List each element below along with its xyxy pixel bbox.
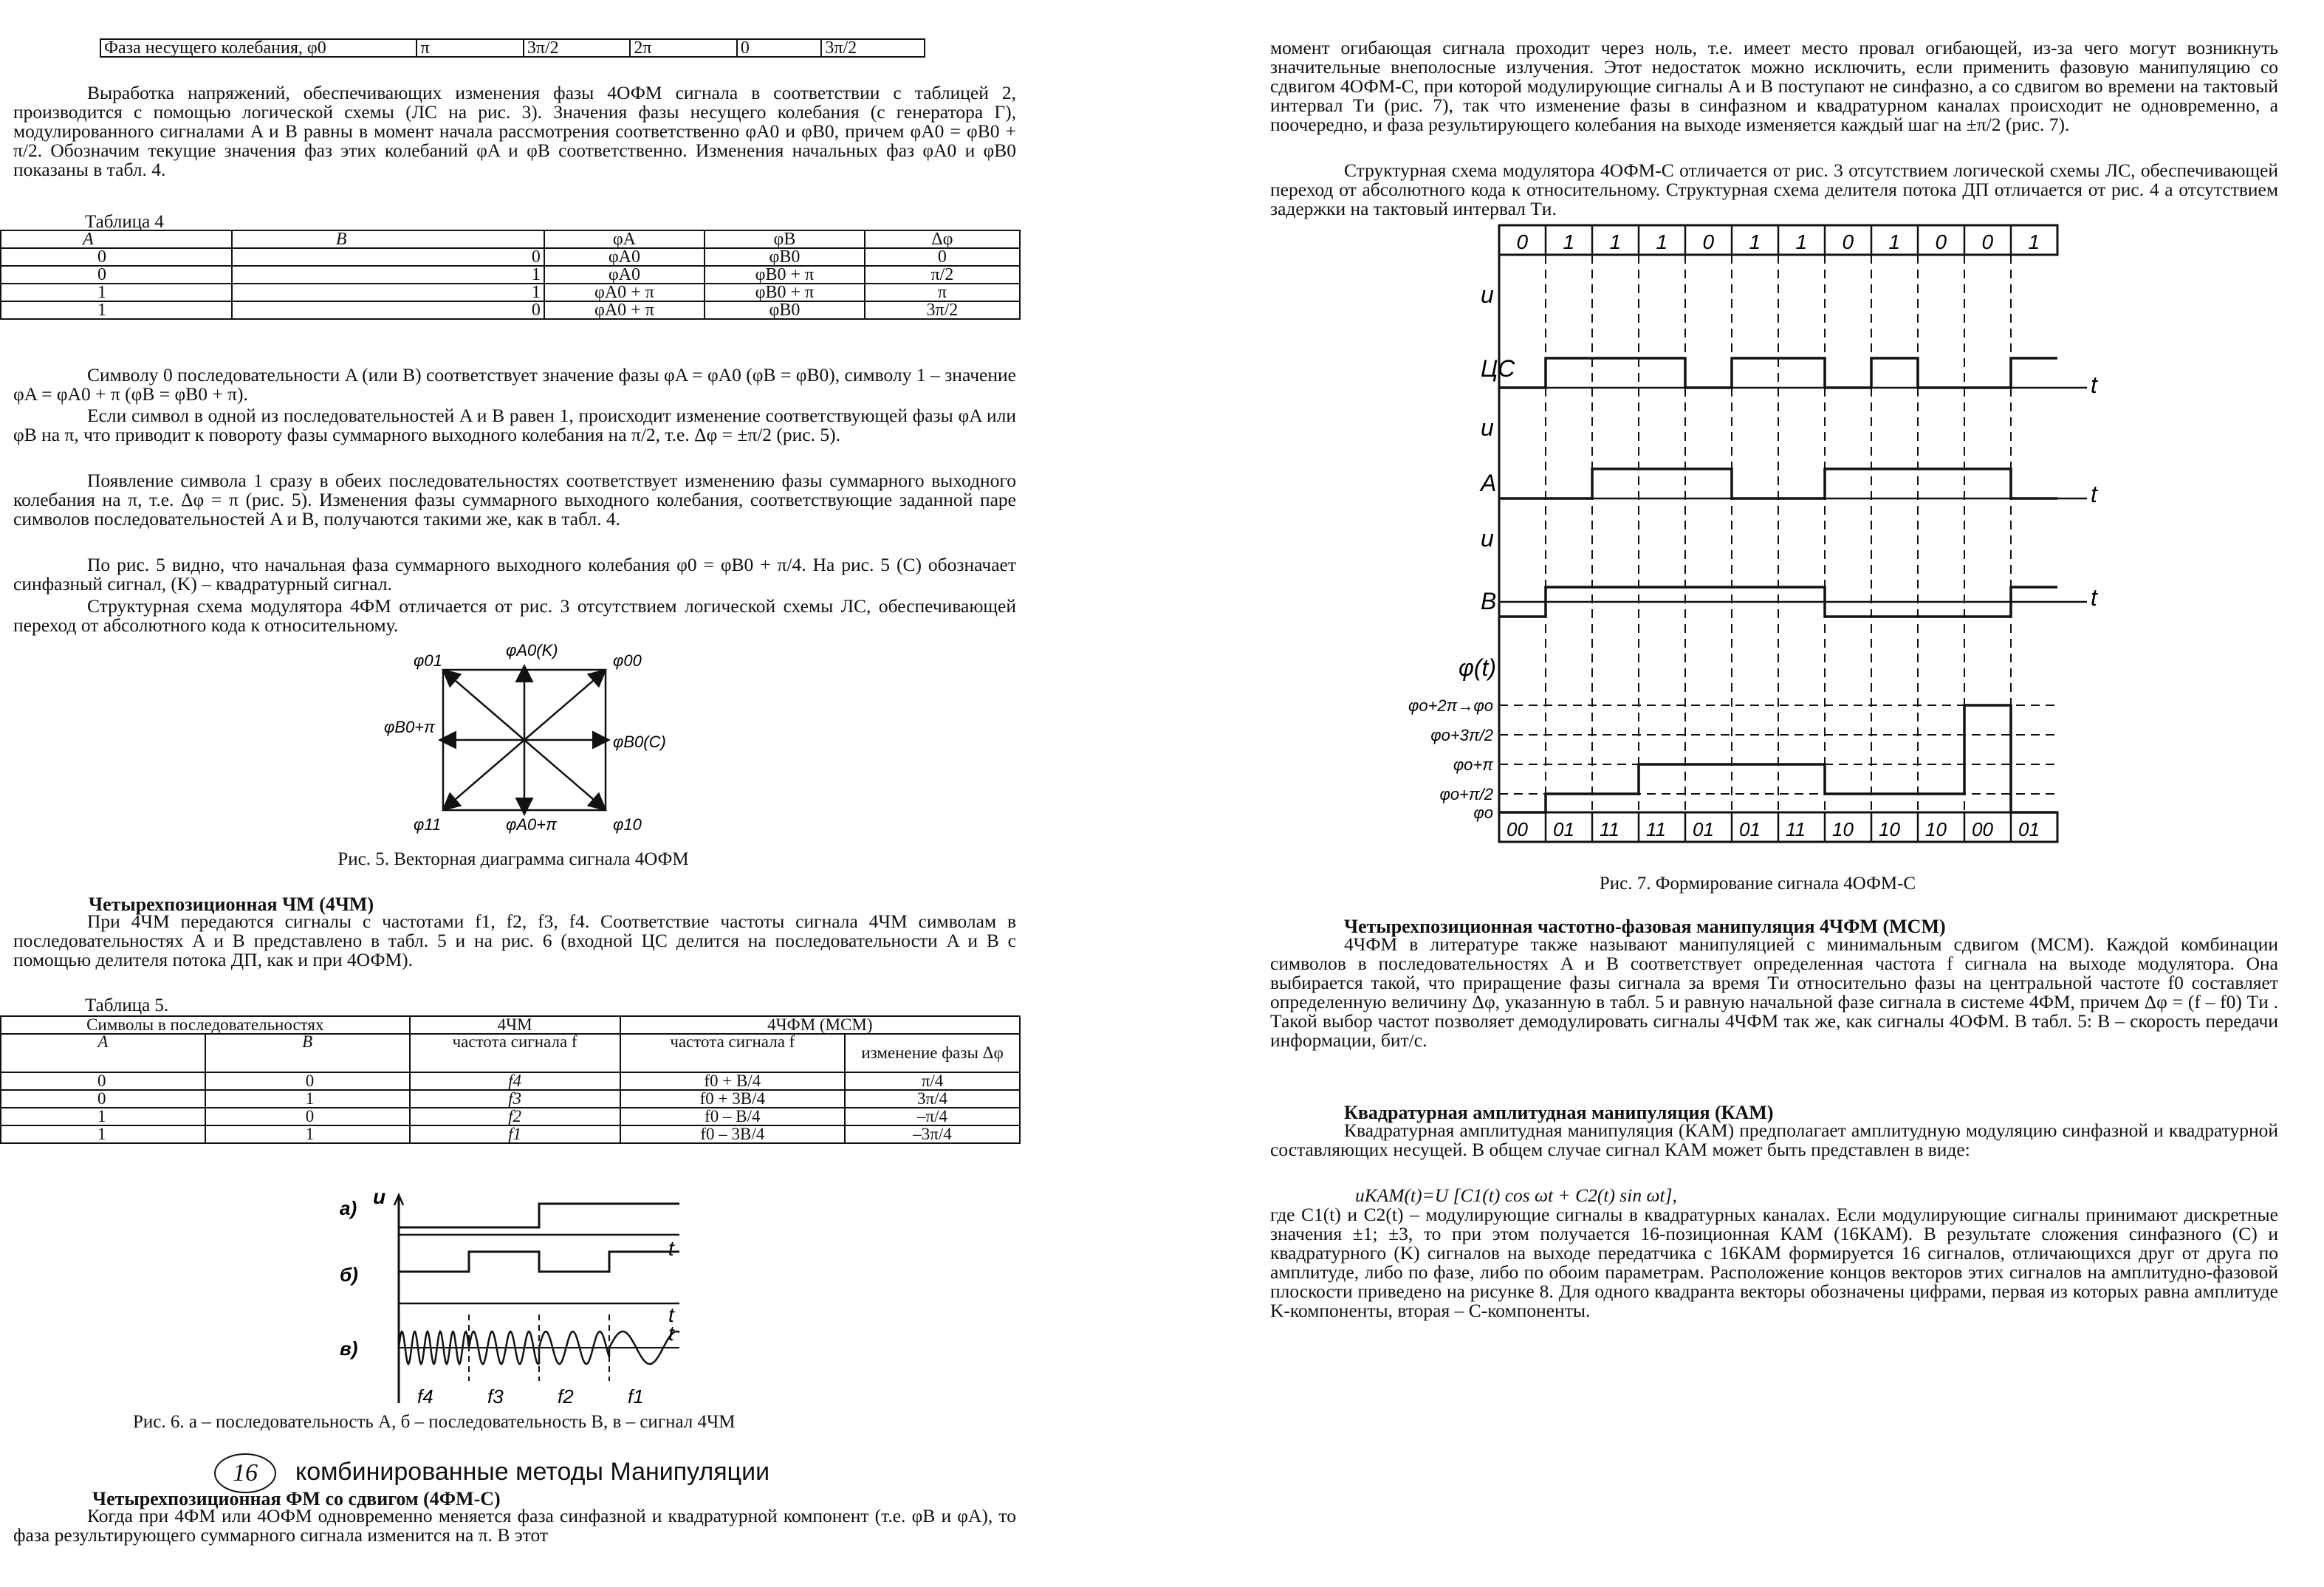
- table4-header-row: [1, 230, 1020, 248]
- table5: [0, 1015, 1021, 1144]
- table5-header: частота сигнала f: [410, 1034, 620, 1072]
- table-cell: f4: [410, 1072, 620, 1090]
- left-paragraph-4: Появление символа 1 сразу в обеих последовательностях соответствует изменению фазы суммарного выходного колебания на π, т.е. Δφ = π (рис. 5). Изменения фазы суммарного выходного колебания, соответствующие заданной паре символов последовательностей A и B, получаются такими же, как в табл. 4.: [13, 470, 1016, 529]
- fig6-label: f1: [628, 1385, 644, 1408]
- phase-row-table: [100, 38, 925, 58]
- table-cell: 0: [205, 1108, 410, 1125]
- pair-label: 11: [1600, 818, 1619, 840]
- phase-cell: 2π: [630, 39, 736, 57]
- left-paragraph-3: Если символ в одной из последовательностей A и B равен 1, происходит изменение соответствующей фазы φA или φB на π, что приводит к повороту фазы суммарного выходного колебания на π/2, т.е. Δφ = ±π/2 (рис. 5).: [13, 405, 1016, 445]
- table-cell: f0 + B/4: [620, 1072, 846, 1090]
- table-row: [1, 1125, 1020, 1143]
- table-cell: 1: [1, 1108, 205, 1125]
- y-label: ЦС: [1481, 355, 1515, 382]
- table-cell: π/2: [865, 266, 1020, 284]
- fig6-label: t: [668, 1303, 674, 1326]
- table5-title: Таблица 5.: [85, 995, 169, 1015]
- fig7-timing-diagram: [1407, 222, 2116, 857]
- table-cell: –π/4: [845, 1108, 1020, 1125]
- right-paragraph-4: Квадратурная амплитудная манипуляция (КАМ) предполагает амплитудную модуляцию синфазной и квадратурной составляющих несущей. В общем случае сигнал КАМ может быть представлен в виде:: [1270, 1120, 2278, 1160]
- fig7-caption: Рис. 7. Формирование сигнала 4ОФМ-С: [1599, 874, 1916, 894]
- table5-header: 4ЧФМ (МСМ): [620, 1016, 1020, 1034]
- chfm-section-title: Четырехпозиционная частотно-фазовая манипуляция 4ЧФМ (МСМ): [1344, 916, 1946, 937]
- y-label: u: [1481, 525, 1494, 552]
- right-paragraph-1: момент огибающая сигнала проходит через ноль, т.е. имеет место провал огибающей, из-за чего могут возникнуть значительные внеполосные излучения. Этот недостаток можно исключить, если применить фазовую манипуляцию со сдвигом 4ОФМ-С, при которой модулирующие сигналы A и B поступают не синфазно, а со сдвигом во времени на тактовый интервал Tи (рис. 7), так что изменение фазы в синфазном и квадратурном каналах происходит не одновременно, а поочередно, и фаза результирующего колебания на выходе изменяется каждый шаг на ±π/2 (рис. 7).: [1270, 37, 2278, 135]
- left-paragraph-2: Символу 0 последовательности A (или B) соответствует значение фазы φA = φA0 (φB = φB0), символу 1 – значение φA = φA0 + π (φB = φB0 + π).: [13, 364, 1016, 405]
- bit-label: 0: [1981, 230, 1994, 253]
- left-paragraph-8: Когда при 4ФМ или 4ОФМ одновременно меняется фаза синфазной и квадратурной компонент (т.е. φB и φA), то фаза результирующего суммарного сигнала изменится на π. В этот: [13, 1505, 1016, 1546]
- table-cell: φA0: [544, 248, 705, 266]
- y-label: u: [1481, 281, 1494, 308]
- table-row: [1, 248, 1020, 266]
- table5-header: изменение фазы Δφ: [845, 1034, 1020, 1072]
- table-cell: 0: [1, 1090, 205, 1108]
- table5-header: 4ЧМ: [410, 1016, 620, 1034]
- bit-label: 0: [1842, 230, 1854, 253]
- pair-label: 11: [1786, 818, 1806, 840]
- pair-label: 00: [1972, 818, 1993, 840]
- phase-level-label: φo+2π→φo: [1408, 696, 1493, 715]
- table-cell: π/4: [845, 1072, 1020, 1090]
- fig5-label: φ01: [414, 651, 442, 670]
- bit-label: 1: [1656, 230, 1668, 253]
- phase-level-label: φo+π/2: [1439, 785, 1493, 803]
- fig5-label: φB0+π: [384, 718, 435, 736]
- fig6-label: t: [668, 1237, 674, 1260]
- fig6-label: u: [373, 1189, 386, 1208]
- table-cell: –3π/4: [845, 1125, 1020, 1143]
- y-label: A: [1481, 470, 1497, 496]
- table-cell: f0 – 3B/4: [620, 1125, 846, 1143]
- phase-level-label: φo+π: [1453, 755, 1493, 774]
- fig6-label: f2: [558, 1385, 574, 1408]
- pair-label: 01: [1693, 818, 1714, 840]
- table-row: [1, 1072, 1020, 1090]
- bit-label: 1: [1888, 230, 1901, 253]
- table5-header: Символы в последовательностях: [1, 1016, 410, 1034]
- table4-header: A: [1, 230, 232, 248]
- table-cell: 3π/4: [845, 1090, 1020, 1108]
- table4-header: B: [232, 230, 544, 248]
- bit-label: 1: [1795, 230, 1808, 253]
- bit-label: 1: [1749, 230, 1761, 253]
- table4-header: φA: [544, 230, 705, 248]
- table-cell: 0: [865, 248, 1020, 266]
- bit-label: 1: [1609, 230, 1622, 253]
- table5-header: частота сигнала f: [620, 1034, 846, 1072]
- fig5-label: φB0(C): [613, 733, 666, 751]
- t-label: t: [2091, 371, 2097, 398]
- right-paragraph-5: где C1(t) и C2(t) – модулирующие сигналы в квадратурных каналах. Если модулирующие сигналы принимают дискретные значения ±1; ±3, то при этом получается 16-позиционная КАМ (16КАМ). В результате сложения синфазного (C) и квадратурного (K) сигналов на выходе передатчика с 16КАМ формируется 16 сигналов, отличающихся друг от друга по амплитуде, либо по фазе, либо по обоим параметрам. Расположение концов векторов этих сигналов на амплитудно-фазовой плоскости приведено на рисунке 8. Для одного квадранта векторы обозначены цифрами, первая из которых равна амплитуде K-компоненты, вторая – C-компоненты.: [1270, 1204, 2278, 1321]
- table-cell: f0 – B/4: [620, 1108, 846, 1125]
- y-label: u: [1481, 414, 1494, 441]
- table-cell: 1: [232, 284, 544, 301]
- table-cell: φA0: [544, 266, 705, 284]
- fig6-label: в): [340, 1337, 358, 1360]
- table-cell: 0: [1, 1072, 205, 1090]
- fig5-label: φA0+π: [506, 815, 557, 834]
- bit-label: 0: [1516, 230, 1529, 253]
- pair-label: 01: [1739, 818, 1761, 840]
- table4-header: Δφ: [865, 230, 1020, 248]
- table-cell: π: [865, 284, 1020, 301]
- table-row: [1, 1090, 1020, 1108]
- phase-cell: π: [417, 39, 523, 57]
- bit-label: 1: [2028, 230, 2040, 253]
- chm-section-title: Четырехпозиционная ЧМ (4ЧМ): [89, 894, 374, 915]
- table-cell: 0: [232, 301, 544, 319]
- bit-label: 0: [1702, 230, 1715, 253]
- pair-label: 01: [1553, 818, 1574, 840]
- table-cell: φB0: [705, 301, 865, 319]
- fig6-diagram: [332, 1189, 702, 1411]
- pair-label: 10: [1879, 818, 1900, 840]
- table-cell: φA0 + π: [544, 284, 705, 301]
- fig6-label: f4: [417, 1385, 433, 1408]
- fig6-label: б): [340, 1264, 358, 1286]
- fig6-caption: Рис. 6. а – последовательность A, б – последовательность B, в – сигнал 4ЧМ: [133, 1412, 736, 1432]
- table-row: [1, 266, 1020, 284]
- y-label: φ(t): [1459, 654, 1497, 681]
- table-cell: f1: [410, 1125, 620, 1143]
- table-cell: φB0 + π: [705, 266, 865, 284]
- left-paragraph-5: По рис. 5 видно, что начальная фаза суммарного выходного колебания φ0 = φB0 + π/4. На рис. 5 (C) обозначает синфазный сигнал, (K) – квадратурный сигнал.: [13, 554, 1016, 594]
- fig6-label: f3: [487, 1385, 504, 1408]
- table-cell: 1: [205, 1125, 410, 1143]
- kam-section-title: Квадратурная амплитудная манипуляция (КАМ): [1344, 1102, 1774, 1123]
- fig6-label: а): [340, 1197, 357, 1219]
- ofm-section-title: Четырехпозиционная ФМ со сдвигом (4ФМ-С): [92, 1488, 501, 1509]
- pair-label: 10: [1925, 818, 1947, 840]
- pair-label: 11: [1646, 818, 1666, 840]
- right-paragraph-3: 4ЧФМ в литературе также называют манипуляцией с минимальным сдвигом (МСМ). Каждой комбинации символов в последовательностях A и B соответствует определенная частота f сигнала на выходе модулятора. Она выбирается такой, что приращение фазы сигнала за время Tи относительно фазы на центральной частоте f0 составляет определенную величину Δφ, указанную в табл. 5 и равную начальной фазе сигнала в системе 4ФМ, причем Δφ = (f – f0) Tи . Такой выбор частот позволяет демодулировать сигналы 4ЧФМ так же, как сигналы 4ОФМ. В табл. 5: B – скорость передачи информации, бит/с.: [1270, 933, 2278, 1051]
- kam-formula: uКАМ(t)=U [C1(t) cos ωt + C2(t) sin ωt],: [1355, 1185, 1677, 1206]
- bit-label: 0: [1935, 230, 1947, 253]
- section-title: комбинированные методы Манипуляции: [295, 1458, 770, 1486]
- table-cell: φB0: [705, 248, 865, 266]
- table-cell: 3π/2: [865, 301, 1020, 319]
- table-row: [1, 1108, 1020, 1125]
- fig5-label: φ11: [414, 815, 442, 834]
- phase-cell: 3π/2: [821, 39, 925, 57]
- table-cell: 0: [1, 266, 232, 284]
- section-number-circle: [214, 1453, 276, 1493]
- table4-header: φB: [705, 230, 865, 248]
- phase-cell: 3π/2: [524, 39, 631, 57]
- table-cell: 0: [232, 248, 544, 266]
- pair-label: 10: [1832, 818, 1854, 840]
- table4: [0, 230, 1021, 320]
- table-cell: φB0 + π: [705, 284, 865, 301]
- table-cell: 1: [1, 1125, 205, 1143]
- phase-level-label: φo: [1473, 803, 1493, 822]
- fig5-label: φA0(K): [506, 641, 558, 659]
- table-cell: f3: [410, 1090, 620, 1108]
- table-cell: 1: [1, 284, 232, 301]
- table4-title: Таблица 4: [85, 212, 164, 232]
- table-row: [1, 284, 1020, 301]
- fig5-caption: Рис. 5. Векторная диаграмма сигнала 4ОФМ: [337, 849, 689, 869]
- fig5-label: φ10: [613, 815, 642, 834]
- left-paragraph-6: Структурная схема модулятора 4ФМ отличается от рис. 3 отсутствием логической схемы ЛС, обеспечивающей переход от абсолютного кода к относительному.: [13, 595, 1016, 636]
- bit-label: 1: [1563, 230, 1575, 253]
- fig5-vector-diagram: [384, 637, 679, 836]
- pair-label: 00: [1507, 818, 1528, 840]
- y-label: B: [1481, 588, 1497, 614]
- table-cell: 1: [205, 1090, 410, 1108]
- fig5-label: φ00: [613, 651, 642, 670]
- table-cell: 1: [232, 266, 544, 284]
- table-cell: φA0 + π: [544, 301, 705, 319]
- table5-header: B: [205, 1034, 410, 1072]
- table-cell: f2: [410, 1108, 620, 1125]
- phase-row-label: Фаза несущего колебания, φ0: [100, 39, 417, 57]
- t-label: t: [2091, 481, 2097, 507]
- table-cell: 1: [1, 301, 232, 319]
- pair-label: 01: [2018, 818, 2040, 840]
- table-cell: 0: [205, 1072, 410, 1090]
- table-cell: f0 + 3B/4: [620, 1090, 846, 1108]
- section-number: 16: [233, 1459, 258, 1487]
- t-label: t: [2091, 584, 2097, 611]
- left-paragraph-1: Выработка напряжений, обеспечивающих изменения фазы 4ОФМ сигнала в соответствии с таблицей 2, производится с помощью логической схемы (ЛС на рис. 3). Значения фазы несущего колебания (с генератора Г), модулированного сигналами A и B равны в момент начала рассмотрения соответственно φA0 и φB0, причем φA0 = φB0 + π/2. Обозначим текущие значения фаз этих колебаний φA и φB соответственно. Изменения начальных фаз φA0 и φB0 показаны в табл. 4.: [13, 82, 1016, 180]
- phase-level-label: φo+3π/2: [1430, 726, 1493, 744]
- fig6-label: t: [668, 1322, 674, 1345]
- phase-cell: 0: [737, 39, 822, 57]
- table-row: [1, 301, 1020, 319]
- left-paragraph-7: При 4ЧМ передаются сигналы с частотами f1, f2, f3, f4. Соответствие частоты сигнала 4ЧМ символам в последовательностях A и B представлено в табл. 5 и на рис. 6 (входной ЦС делится на последовательности A и B с помощью делителя потока ДП, как и при 4ОФМ).: [13, 911, 1016, 970]
- table5-header: A: [1, 1034, 205, 1072]
- table-cell: 0: [1, 248, 232, 266]
- right-paragraph-2: Структурная схема модулятора 4ОФМ-С отличается от рис. 3 отсутствием логической схемы ЛС, обеспечивающей переход от абсолютного кода к относительному. Структурная схема делителя потока ДП отличается от рис. 4 а отсутствием задержки на тактовый интервал Tи.: [1270, 160, 2278, 219]
